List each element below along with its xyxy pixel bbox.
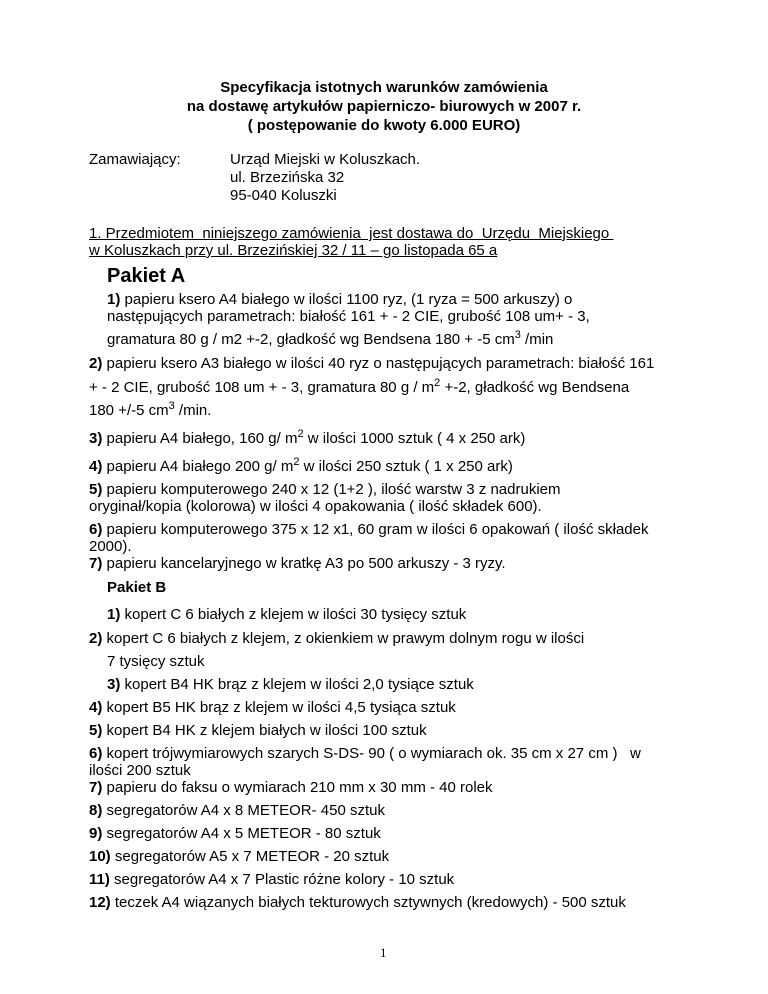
pakiet-b-item-9: 9) segregatorów A4 x 5 METEOR - 80 sztuk <box>89 825 381 842</box>
pakiet-b-item-7: 7) papieru do faksu o wymiarach 210 mm x 30 mm - 40 rolek <box>89 779 493 796</box>
pakiet-b-item-5: 5) kopert B4 HK z klejem białych w ilości 100 sztuk <box>89 722 427 739</box>
orderer-label: Zamawiający: <box>89 151 181 168</box>
pakiet-a-item-3: 3) papieru A4 białego, 160 g/ $m^2$ w ilości 1000 sztuk ( 4 x 250 ark) <box>89 428 526 447</box>
pakiet-b-heading: Pakiet B <box>107 579 167 596</box>
pakiet-b-item-2: 2) kopert C 6 białych z klejem, z okienkiem w prawym dolnym rogu w ilości <box>89 630 585 647</box>
orderer-city: 95-040 Koluszki <box>230 187 337 204</box>
pakiet-a-item-1-line-2: następujących parametrach: białość 161 + - 2 CIE, grubość 108 um+ - 3, <box>107 308 590 325</box>
pakiet-a-item-1: 1) papieru ksero A4 białego w ilości 1100 ryz, (1 ryza = 500 arkuszy) o <box>107 291 573 308</box>
pakiet-a-item-2-line-2: + - 2 CIE, grubość 108 um + - 3, gramatura 80 $g / m^2 +-2$, gładkość wg Bendsena <box>89 377 630 396</box>
pakiet-a-heading: Pakiet A <box>107 265 186 287</box>
pakiet-a-item-1-line-3: gramatura 80 g / m2 +-2, gładkość wg Bendsena 180 + -5 $cm^3$ /min <box>107 329 554 348</box>
doc-title-line-2: na dostawę artykułów papierniczo- biurowych w 2007 r. <box>186 98 582 115</box>
doc-title-line-1: Specyfikacja istotnych warunków zamówienia <box>220 79 548 96</box>
subject-line-2: w Koluszkach przy ul. Brzezińskiej 32 / 11 – go listopada 65 a <box>89 242 498 259</box>
pakiet-b-item-8: 8) segregatorów A4 x 8 METEOR- 450 sztuk <box>89 802 385 819</box>
subject-line-1: 1. Przedmiotem niniejszego zamówienia jest dostawa do Urzędu Miejskiego <box>89 225 614 242</box>
pakiet-b-item-1: 1) kopert C 6 białych z klejem w ilości 30 tysięcy sztuk <box>107 606 467 623</box>
pakiet-a-item-2: 2) papieru ksero A3 białego w ilości 40 ryz o następujących parametrach: białość 161 <box>89 355 655 372</box>
pakiet-a-item-5-line-2: oryginał/kopia (kolorowa) w ilości 4 opakowania ( ilość składek 600). <box>89 498 542 515</box>
page-number: 1 <box>380 945 387 960</box>
pakiet-a-item-6-line-2: 2000). <box>89 538 132 555</box>
pakiet-b-item-2-line-2: 7 tysięcy sztuk <box>107 653 205 670</box>
pakiet-a-item-2-line-3: 180 +/-5 $cm^3$ /min. <box>89 400 212 419</box>
pakiet-b-item-12: 12) teczek A4 wiązanych białych tekturowych sztywnych (kredowych) - 500 sztuk <box>89 894 626 911</box>
pakiet-b-item-4: 4) kopert B5 HK brąz z klejem w ilości 4,5 tysiąca sztuk <box>89 699 456 716</box>
pakiet-b-item-10: 10) segregatorów A5 x 7 METEOR - 20 sztuk <box>89 848 390 865</box>
pakiet-b-item-11: 11) segregatorów A4 x 7 Plastic różne kolory - 10 sztuk <box>89 871 455 888</box>
orderer-name: Urząd Miejski w Koluszkach. <box>230 151 421 168</box>
pakiet-a-item-7: 7) papieru kancelaryjnego w kratkę A3 po 500 arkuszy - 3 ryzy. <box>89 555 506 572</box>
pakiet-b-item-3: 3) kopert B4 HK brąz z klejem w ilości 2,0 tysiące sztuk <box>107 676 474 693</box>
pakiet-a-item-4: 4) papieru A4 białego 200 g/ $m^2$ w ilości 250 sztuk ( 1 x 250 ark) <box>89 456 513 475</box>
pakiet-a-item-5: 5) papieru komputerowego 240 x 12 (1+2 ), ilość warstw 3 z nadrukiem <box>89 481 561 498</box>
pakiet-a-item-6: 6) papieru komputerowego 375 x 12 x1, 60 gram w ilości 6 opakowań ( ilość składek <box>89 521 649 538</box>
pakiet-b-item-6-line-2: ilości 200 sztuk <box>89 762 191 779</box>
pakiet-b-item-6: 6) kopert trójwymiarowych szarych S-DS- 90 ( o wymiarach ok. 35 cm x 27 cm ) w <box>89 745 641 762</box>
doc-title-line-3: ( postępowanie do kwoty 6.000 EURO) <box>247 117 521 134</box>
orderer-street: ul. Brzezińska 32 <box>230 169 345 186</box>
